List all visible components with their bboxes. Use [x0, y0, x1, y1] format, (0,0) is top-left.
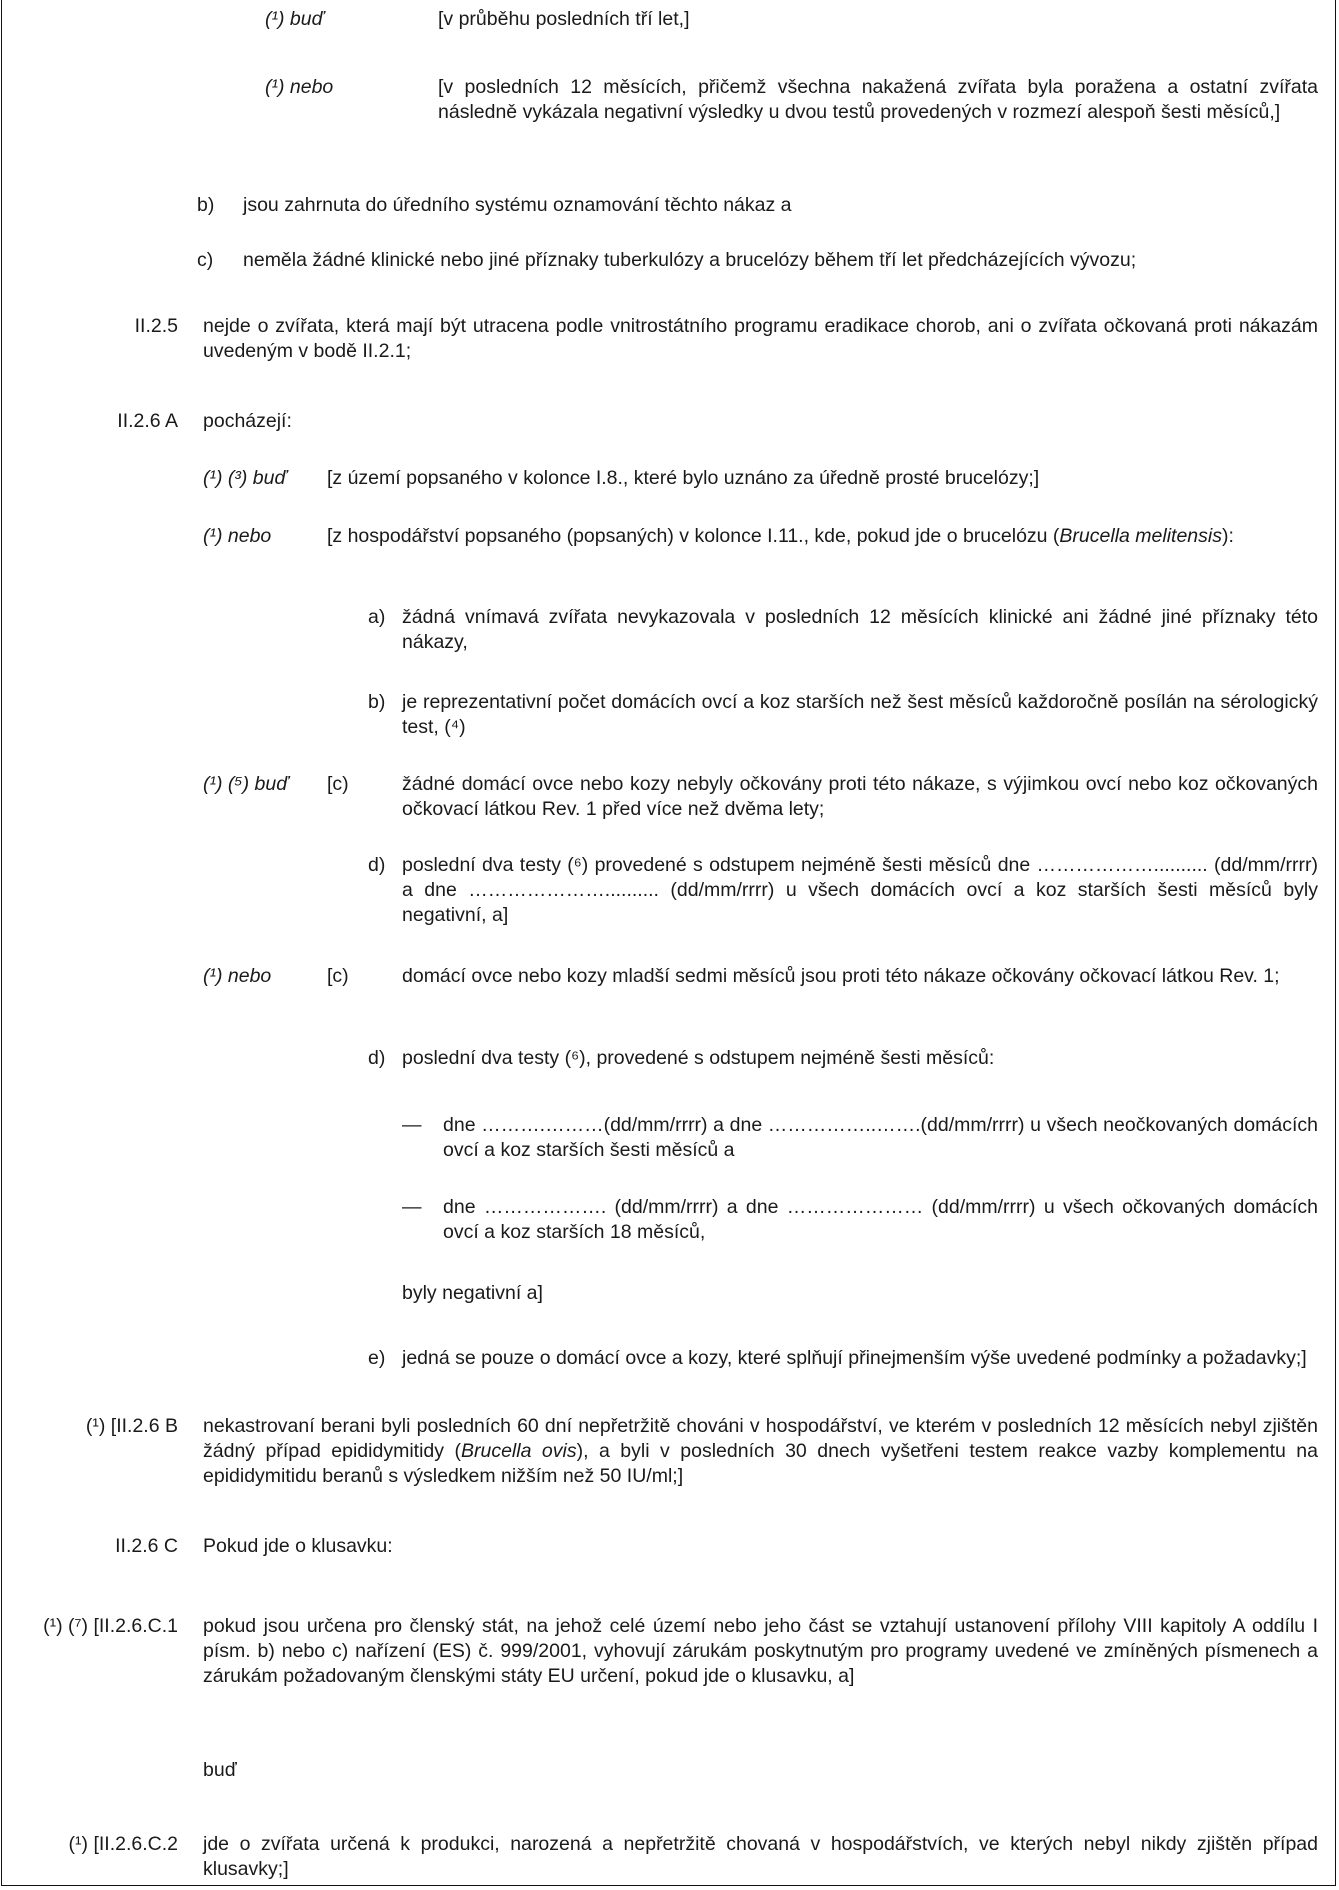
text-a-no-susceptible: žádná vnímavá zvířata nevykazovala v posledních 12 měsících klinické ani žádné jiné příznaky této nákazy, — [402, 606, 1318, 653]
marker-e: e) — [368, 1347, 386, 1369]
marker-dash-1: — — [402, 1114, 422, 1136]
marker-d-2: d) — [368, 1047, 386, 1069]
text-ii-2-6-c-1: pokud jsou určena pro členský stát, na jehož celé území nebo jeho část se vztahují ustanovení přílohy VIII kapitoly A oddílu I písm. b) nebo c) nařízení (ES) č. 999/2001, vyhovují zárukám poskytnutým pro programy uvedené ve zmíněných písmenech a zárukám požadovaným členskými státy EU určení, pokud jde o klusavku, a] — [203, 1615, 1318, 1687]
document-frame — [1, 0, 1336, 1886]
text-b-notification-system: jsou zahrnuta do úředního systému oznamování těchto nákaz a — [243, 194, 792, 216]
text-ii-2-6-c: Pokud jde o klusavku: — [203, 1535, 393, 1557]
text-c-no-symptoms: neměla žádné klinické nebo jiné příznaky tuberkulózy a brucelózy během tří let předcházejících vývozu; — [243, 249, 1137, 271]
label-ii-2-6-a: II.2.6 A — [117, 410, 178, 432]
label-nebo-3: (¹) nebo — [203, 965, 272, 987]
text-e-only-sheep-goats: jedná se pouze o domácí ovce a kozy, které splňují přinejmenším výše uvedené podmínky a požadavky;] — [402, 1347, 1307, 1369]
text-last-12-months: [v posledních 12 měsících, přičemž všechna nakažená zvířata byla poražena a ostatní zvířata následně vykázala negativní výsledky u dvou testů provedených v rozmezí alespoň šesti měsíců,] — [438, 76, 1318, 123]
label-nebo-2: (¹) nebo — [203, 525, 272, 547]
label-bud-1: (¹) buď — [265, 8, 324, 30]
label-nebo-1: (¹) nebo — [265, 76, 334, 98]
text-dash-vaccinated: dne ………………. (dd/mm/rrrr) a dne ………………… (dd/mm/rrrr) u všech očkovaných domácích ovcí a koz starších 18 měsíců, — [443, 1196, 1318, 1243]
text-holding-brucellosis: [z hospodářství popsaného (popsaných) v kolonce I.11., kde, pokud jde o brucelózu (Brucella melitensis): — [327, 525, 1234, 547]
label-ii-2-6-b: (¹) [II.2.6 B — [85, 1415, 178, 1437]
text-c-not-vaccinated: žádné domácí ovce nebo kozy nebyly očkovány proti této nákaze, s výjimkou ovcí nebo koz očkovaných očkovací látkou Rev. 1 před více než dvěma lety; — [402, 773, 1318, 820]
marker-c: c) — [197, 249, 214, 271]
text-ii-2-6-c-2: jde o zvířata určená k produkci, narozená a nepřetržitě chovaná v hospodářstvích, ve kterých nebyl nikdy zjištěn případ klusavky;] — [203, 1833, 1318, 1880]
marker-b-2: b) — [368, 691, 386, 713]
label-ii-2-6-c-2: (¹) [II.2.6.C.2 — [68, 1833, 178, 1855]
marker-dash-2: — — [402, 1196, 422, 1218]
text-were-negative: byly negativní a] — [402, 1282, 543, 1304]
text-bud-standalone: buď — [203, 1759, 237, 1781]
text-d-two-tests-2: poslední dva testy (⁶), provedené s odstupem nejméně šesti měsíců: — [402, 1047, 995, 1069]
label-ii-2-5: II.2.5 — [134, 315, 178, 337]
text-ii-2-6-b: nekastrovaní berani byli posledních 60 dní nepřetržitě chováni v hospodářství, ve kterém v posledních 12 měsících nebyl zjištěn žádný případ epididymitidy (Brucella ovis), a byli v posledních 30 dnech vyšetřeni testem reakce vazby komplementu na epididymitidu beranů s výsledkem nižším než 50 IU/ml;] — [203, 1415, 1319, 1487]
text-c-vaccinated-young: domácí ovce nebo kozy mladší sedmi měsíců jsou proti této nákaze očkovány očkovací látkou Rev. 1; — [402, 965, 1280, 987]
text-territory-brucellosis-free: [z území popsaného v kolonce I.8., které bylo uznáno za úředně prosté brucelózy;] — [327, 467, 1040, 489]
text-dash-unvaccinated: dne ……….………(dd/mm/rrrr) a dne ……………..…….(dd/mm/rrrr) u všech neočkovaných domácích ovcí a koz starších šesti měsíců a — [443, 1114, 1318, 1161]
label-bud-3: (¹) (⁵) buď — [203, 773, 289, 795]
text-d-two-tests: poslední dva testy (⁶) provedené s odstupem nejméně šesti měsíců dne ……………….......... (dd/mm/rrrr) a dne ………………….......... (dd/mm/rrrr) u všech domácích ovcí a koz starších šesti měsíců byly negativní, a] — [402, 854, 1318, 926]
marker-d: d) — [368, 854, 386, 876]
text-last-three-years: [v průběhu posledních tří let,] — [438, 8, 690, 30]
marker-c-3: [c) — [327, 965, 349, 987]
label-ii-2-6-c: II.2.6 C — [115, 1535, 178, 1557]
text-ii-2-5: nejde o zvířata, která mají být utracena podle vnitrostátního programu eradikace chorob, ani o zvířata očkovaná proti nákazám uvedeným v bodě II.2.1; — [203, 315, 1318, 362]
text-b-serological-test: je reprezentativní počet domácích ovcí a koz starších než šest měsíců každoročně posílán na sérologický test, (⁴) — [402, 691, 1318, 738]
label-bud-2: (¹) (³) buď — [203, 467, 287, 489]
text-ii-2-6-a: pocházejí: — [203, 410, 292, 432]
marker-b: b) — [197, 194, 215, 216]
label-ii-2-6-c-1: (¹) (⁷) [II.2.6.C.1 — [43, 1615, 178, 1637]
marker-a: a) — [368, 606, 386, 628]
marker-c-2: [c) — [327, 773, 349, 795]
